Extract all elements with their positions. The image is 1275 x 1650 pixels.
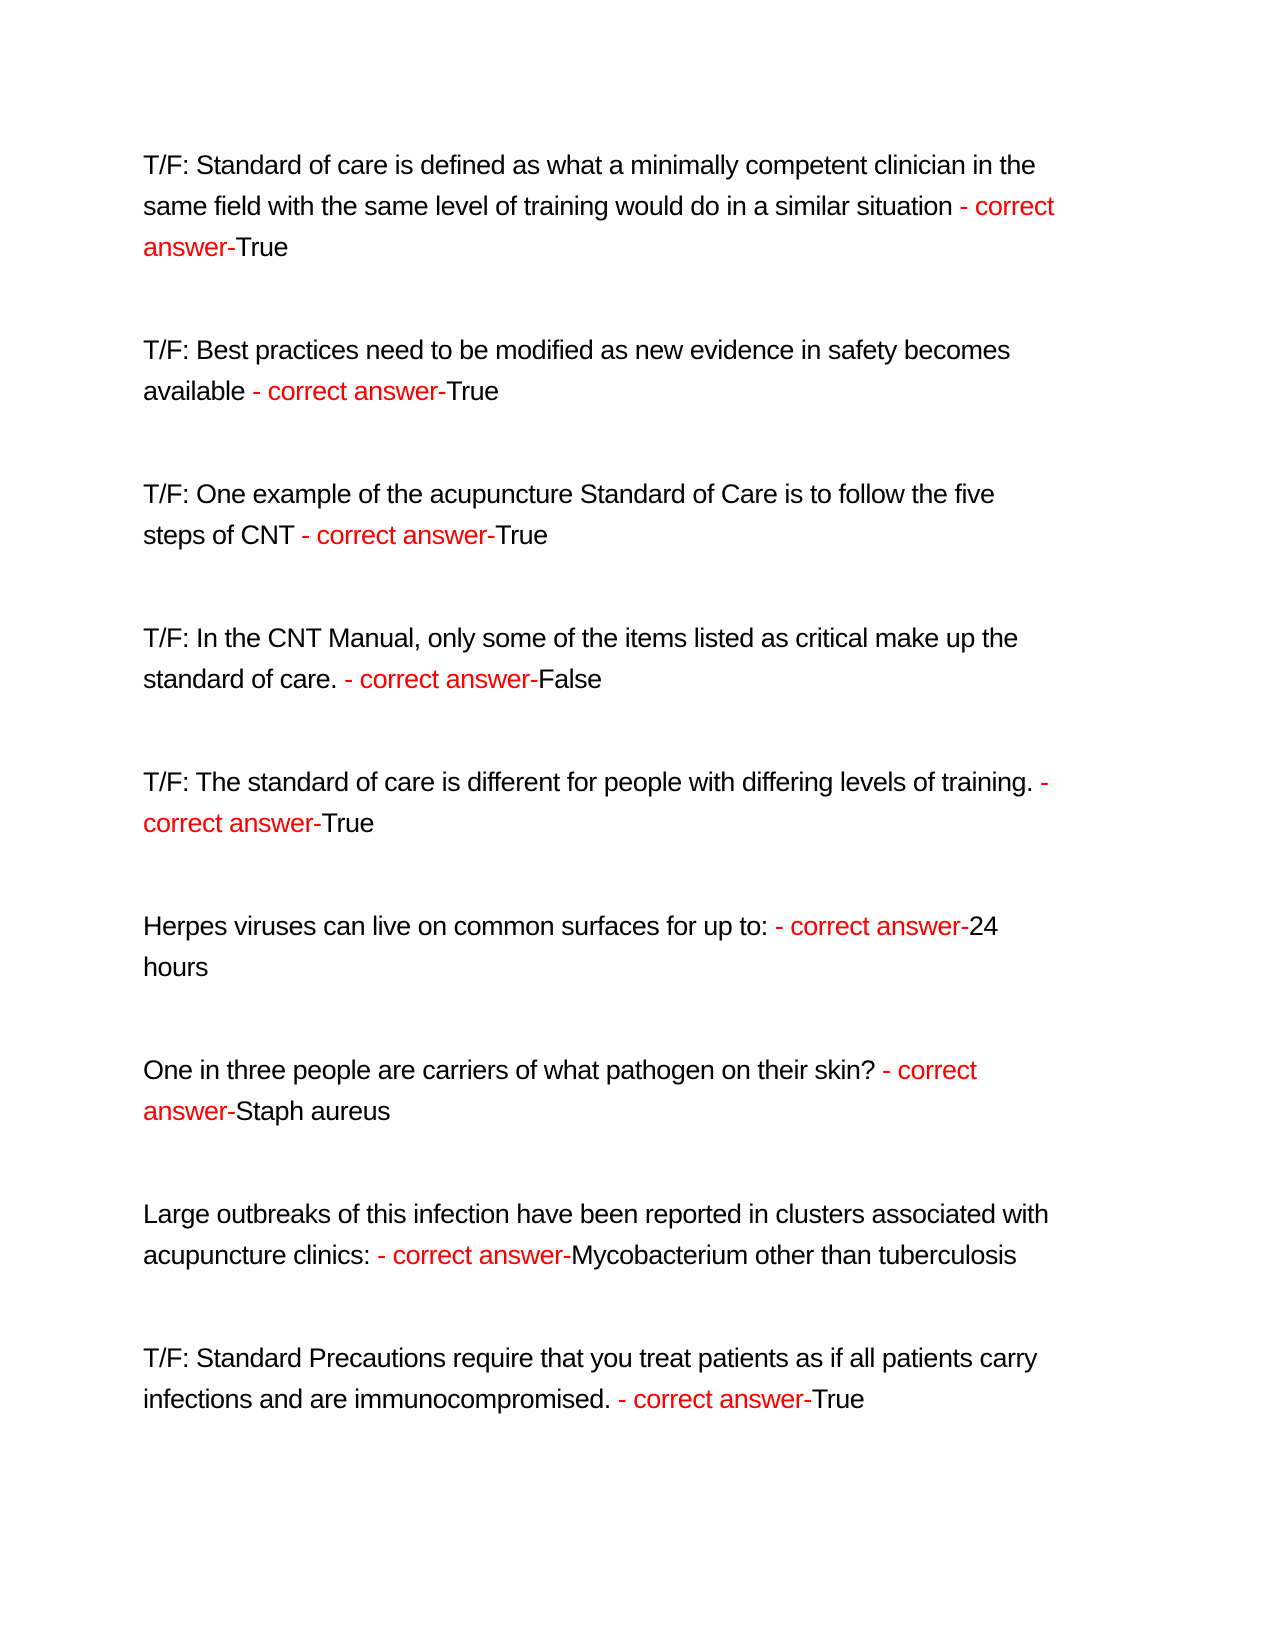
qa-item xyxy=(143,1194,1063,1276)
correct-answer-marker: - correct answer- xyxy=(143,191,1054,262)
qa-item xyxy=(143,618,1063,700)
correct-answer-marker: - correct answer- xyxy=(143,1055,977,1126)
qa-item xyxy=(143,474,1063,556)
answer-text: True xyxy=(446,376,499,406)
qa-item xyxy=(143,330,1063,412)
qa-item xyxy=(143,1338,1063,1420)
answer-text: Staph aureus xyxy=(235,1096,391,1126)
question-text: T/F: Standard of care is defined as what a minimally competent clinician in the same field with the same level of training would do in a similar situation xyxy=(143,150,1036,221)
correct-answer-marker: - correct answer- xyxy=(370,1240,572,1270)
correct-answer-marker: - correct answer- xyxy=(767,911,969,941)
answer-text: True xyxy=(495,520,548,550)
answer-text: Mycobacterium other than tuberculosis xyxy=(571,1240,1017,1270)
question-text: Large outbreaks of this infection have been reported in clusters associated with acupuncture clinics: xyxy=(143,1199,1049,1270)
question-text: T/F: The standard of care is different for people with differing levels of training. xyxy=(143,767,1034,797)
question-text: T/F: One example of the acupuncture Standard of Care is to follow the five steps of CNT xyxy=(143,479,995,550)
question-text: T/F: Standard Precautions require that you treat patients as if all patients carry infections and are immunocompromised. xyxy=(143,1343,1037,1414)
answer-text: True xyxy=(235,232,289,262)
correct-answer-marker: - correct answer- xyxy=(610,1384,812,1414)
qa-item xyxy=(143,762,1063,844)
correct-answer-marker: - correct answer- xyxy=(337,664,539,694)
question-text: Herpes viruses can live on common surfaces for up to: xyxy=(143,911,768,941)
correct-answer-marker: - correct answer- xyxy=(143,767,1049,838)
correct-answer-marker: - correct answer- xyxy=(294,520,496,550)
qa-item xyxy=(143,1050,1063,1132)
qa-item xyxy=(143,906,1063,988)
question-text: One in three people are carriers of what pathogen on their skin? xyxy=(143,1055,875,1085)
answer-text: True xyxy=(811,1384,865,1414)
answer-text: False xyxy=(538,664,602,694)
correct-answer-marker: - correct answer- xyxy=(245,376,447,406)
answer-text: 24 hours xyxy=(143,911,998,982)
qa-item xyxy=(143,145,1063,268)
question-text: T/F: Best practices need to be modified as new evidence in safety becomes available xyxy=(143,335,1010,406)
question-text: T/F: In the CNT Manual, only some of the items listed as critical make up the standard of care. xyxy=(143,623,1018,694)
answer-text: True xyxy=(321,808,375,838)
